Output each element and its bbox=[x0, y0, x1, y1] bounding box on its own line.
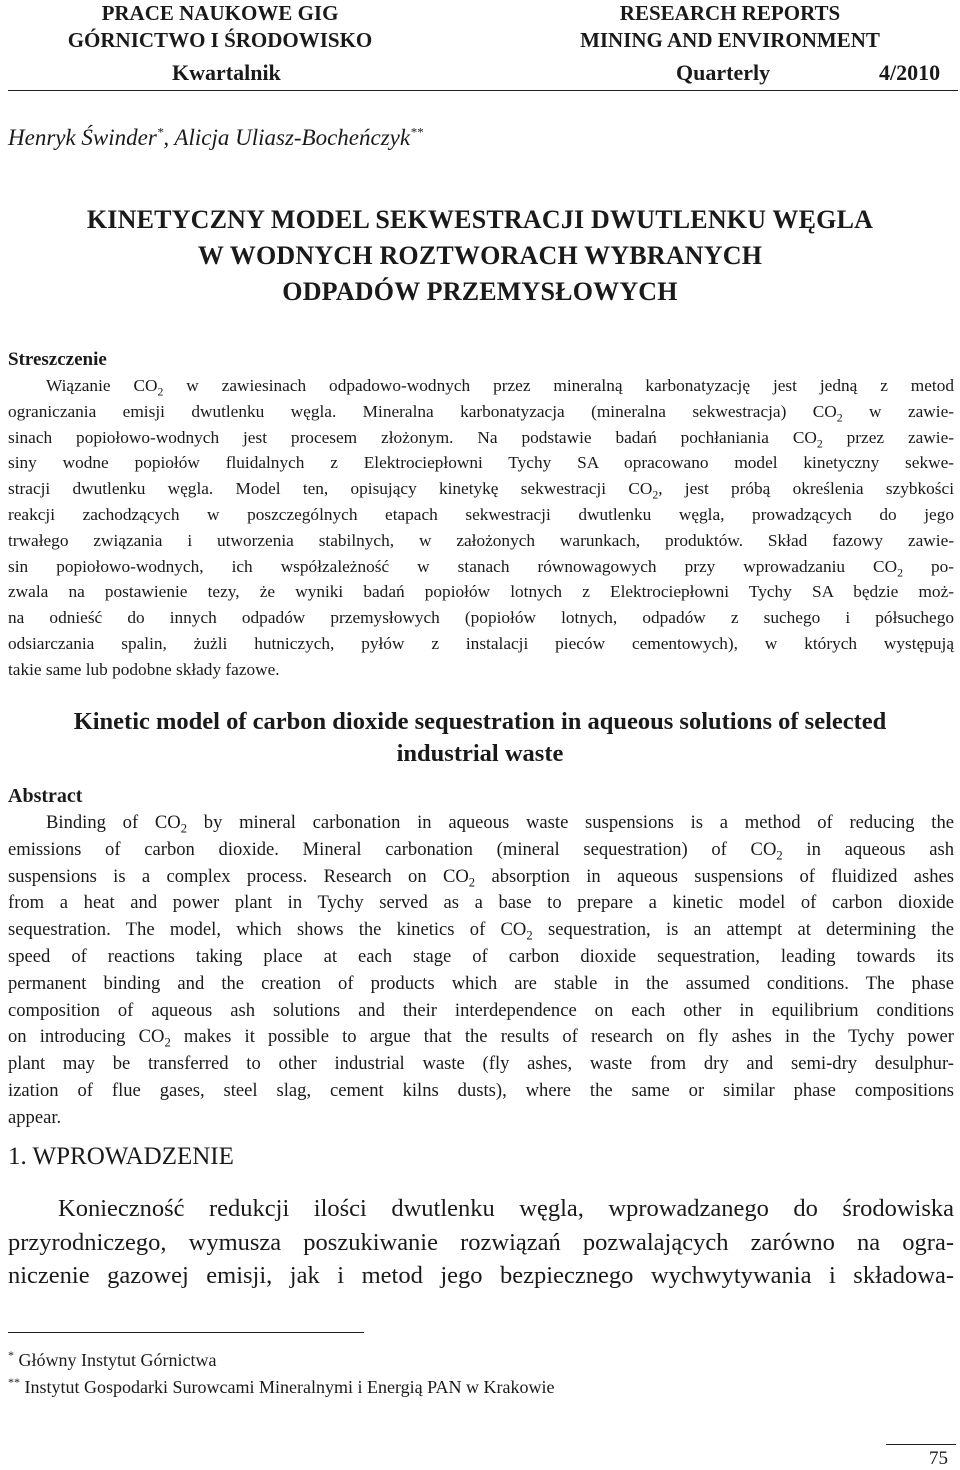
title-en-line: industrial waste bbox=[396, 740, 564, 767]
page-number-rule bbox=[886, 1444, 956, 1445]
journal-name-pl bbox=[40, 0, 400, 54]
page-number: 75 bbox=[929, 1448, 948, 1469]
footnote-2-text: Instytut Gospodarki Surowcami Mineralnymi i Energią PAN w Krakowie bbox=[24, 1377, 555, 1397]
author-2-mark: ** bbox=[410, 124, 424, 140]
abstract-pl-heading: Streszczenie bbox=[8, 349, 107, 370]
journal-name-pl-line1: PRACE NAUKOWE GIG bbox=[101, 1, 339, 25]
abstract-en-line: speed of reactions taking place at each stage of carbon dioxide sequestration, leading towards its bbox=[8, 945, 954, 967]
author-1: Henryk Świnder bbox=[8, 125, 157, 150]
abstract-en-line: sequestration. The model, which shows the kinetics of $CO_2$ sequestration, is an attempt at determining the bbox=[8, 919, 954, 943]
title-pl-line: ODPADÓW PRZEMYSŁOWYCH bbox=[282, 277, 678, 306]
title-pl-line: KINETYCZNY MODEL SEKWESTRACJI DWUTLENKU WĘGLA bbox=[86, 205, 874, 234]
abstract-en-line: plant may be transferred to other industrial waste (fly ashes, waste from dry and semi-dry desulphur- bbox=[8, 1053, 954, 1075]
footnote-2-mark: ** bbox=[8, 1375, 20, 1389]
abstract-en-line: Binding of $CO_2$ by mineral carbonation in aqueous waste suspensions is a method of reducing the bbox=[46, 812, 954, 836]
journal-name-en-line1: RESEARCH REPORTS bbox=[619, 1, 841, 25]
footnote-1-text: Główny Instytut Górnictwa bbox=[18, 1350, 217, 1370]
abstract-pl-line: na odnieść do innych odpadów przemysłowych (popiołów lotnych, odpadów z suchego i półsuchego bbox=[8, 608, 954, 628]
issue-number: 4/2010 bbox=[879, 60, 941, 85]
journal-name-pl-line2: GÓRNICTWO I ŚRODOWISKO bbox=[67, 28, 373, 52]
abstract-en-line: permanent binding and the creation of products which are stable in the assumed conditions. The phase bbox=[8, 972, 954, 994]
title-pl-line: W WODNYCH ROZTWORACH WYBRANYCH bbox=[197, 241, 763, 270]
journal-name-en-line2: MINING AND ENVIRONMENT bbox=[580, 28, 880, 52]
title-pl bbox=[20, 202, 940, 310]
abstract-pl-body bbox=[8, 373, 954, 683]
quarterly-label: Quarterly bbox=[676, 60, 771, 85]
abstract-pl-line: ograniczania emisji dwutlenku węgla. Mineralna karbonatyzacja (mineralna sekwestracja) $CO_2$ w zawie- bbox=[8, 401, 954, 425]
abstract-en-line: from a heat and power plant in Tychy served as a base to prepare a kinetic model of carbon dioxide bbox=[8, 892, 954, 914]
abstract-pl-line: sinach popiołowo-wodnych jest procesem złożonym. Na podstawie badań pochłaniania $CO_2$ przez zawie- bbox=[8, 427, 954, 451]
abstract-en-line: emissions of carbon dioxide. Mineral carbonation (mineral sequestration) of $CO_2$ in aqueous ash bbox=[8, 838, 954, 863]
title-en-line: Kinetic model of carbon dioxide sequestration in aqueous solutions of selected bbox=[73, 708, 887, 735]
authors bbox=[8, 125, 423, 151]
journal-name-en bbox=[540, 0, 920, 54]
title-en bbox=[20, 706, 940, 770]
abstract-pl-line: siny wodne popiołów fluidalnych z Elektrociepłowni Tychy SA opracowano model kinetyczny sekwe- bbox=[8, 453, 954, 473]
author-separator: , bbox=[163, 125, 175, 150]
abstract-en-body bbox=[8, 810, 954, 1132]
author-2: Alicja Uliasz-Bocheńczyk bbox=[174, 125, 411, 150]
author-1-mark: * bbox=[156, 124, 164, 140]
abstract-en-line: on introducing $CO_2$ makes it possible to argue that the results of research on fly ashes in the Tychy power bbox=[8, 1026, 954, 1051]
footnote-rule bbox=[8, 1332, 364, 1333]
footnote-1-mark: * bbox=[8, 1348, 14, 1362]
abstract-pl-line: trwałego związania i utworzenia stabilnych, w założonych warunkach, produktów. Skład fazowy zawie- bbox=[8, 530, 954, 550]
footnote-2 bbox=[8, 1377, 554, 1398]
abstract-en-line: appear. bbox=[8, 1106, 62, 1128]
intro-line: przyrodniczego, wymusza poszukiwanie rozwiązań pozwalających zarówno na ogra- bbox=[8, 1228, 954, 1256]
abstract-pl-line: sin popiołowo-wodnych, ich współzależność w stanach równowagowych przy wprowadzaniu $CO_2$ po- bbox=[8, 556, 954, 580]
footnote-1 bbox=[8, 1350, 216, 1371]
intro-body bbox=[8, 1192, 954, 1293]
abstract-pl-line: stracji dwutlenku węgla. Model ten, opisujący kinetykę sekwestracji $CO_2$, jest próbą określenia szybkości bbox=[8, 479, 954, 502]
abstract-en-line: suspensions is a complex process. Research on $CO_2$ absorption in aqueous suspensions of fluidized ashes bbox=[8, 865, 954, 890]
abstract-pl-line: odsiarczania spalin, żużli hutniczych, pyłów z instalacji pieców cementowych), w których występują bbox=[8, 633, 954, 653]
section-heading: 1. WPROWADZENIE bbox=[8, 1143, 234, 1170]
intro-line: niczenie gazowej emisji, jak i metod jego bezpiecznego wychwytywania i składowa- bbox=[8, 1262, 954, 1289]
abstract-pl-line: Wiązanie $CO_2$ w zawiesinach odpadowo-wodnych przez mineralną karbonatyzację jest jedną z metod bbox=[46, 376, 955, 399]
intro-line: Konieczność redukcji ilości dwutlenku węgla, wprowadzanego do środowiska bbox=[58, 1195, 954, 1222]
abstract-pl-line: reakcji zachodzących w poszczególnych etapach sekwestracji dwutlenku węgla, prowadzących do jego bbox=[8, 504, 954, 524]
abstract-pl-line: zwala na postawienie tezy, że wyniki badań popiołów lotnych z Elektrociepłowni Tychy SA będzie moż- bbox=[8, 582, 954, 602]
kwartalnik-label: Kwartalnik bbox=[172, 60, 281, 85]
abstract-pl-line: takie same lub podobne składy fazowe. bbox=[8, 659, 280, 679]
header-rule bbox=[8, 90, 958, 91]
abstract-en-heading: Abstract bbox=[8, 785, 83, 807]
abstract-en-line: ization of flue gases, steel slag, cement kilns dusts), where the same or similar phase compositions bbox=[8, 1079, 954, 1101]
abstract-en-line: composition of aqueous ash solutions and their interdependence on each other in equilibrium conditions bbox=[8, 999, 954, 1021]
